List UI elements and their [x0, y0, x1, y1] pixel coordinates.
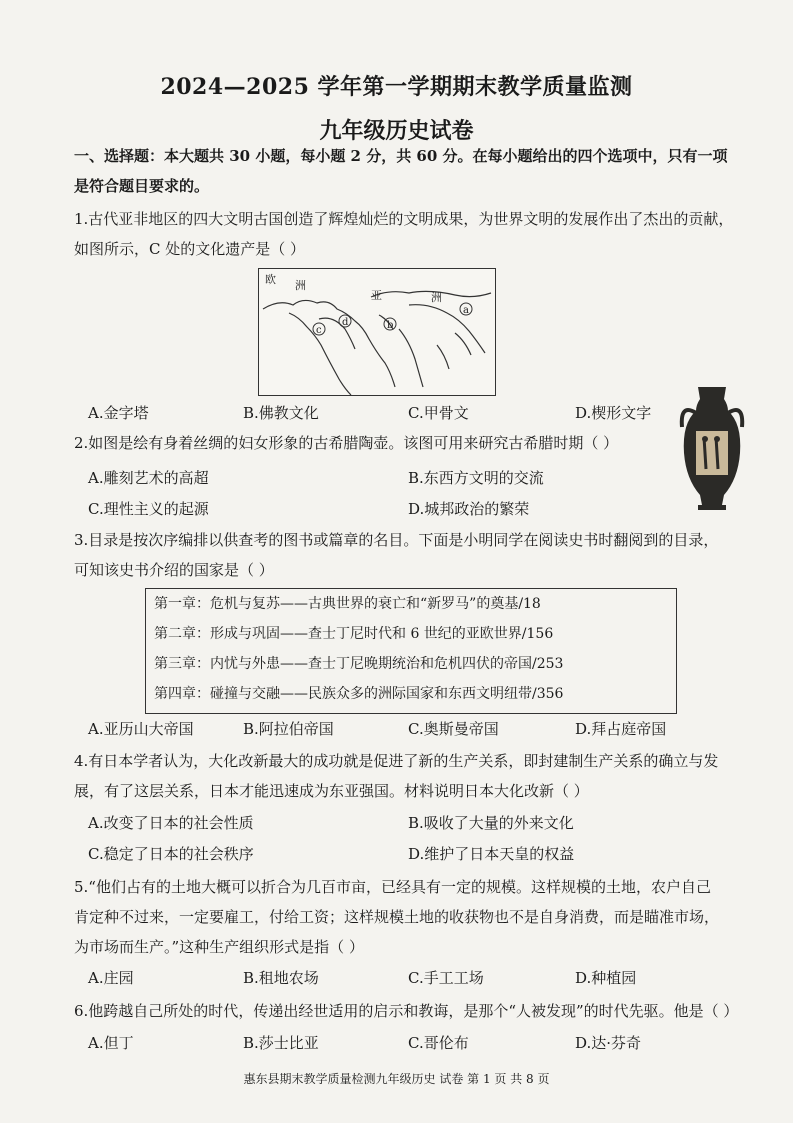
section-instructions-line1: 一、选择题：本大题共 30 小题，每小题 2 分，共 60 分。在每小题给出的四个选项中，只有一项 — [74, 147, 728, 165]
map-label-a: a — [463, 305, 469, 316]
question-2-option-a[interactable]: A.雕刻艺术的高超 — [88, 469, 209, 487]
map-label-europe-1: 欧 — [265, 273, 276, 286]
page-footer: 惠东县期末教学质量检测九年级历史 试卷 第 1 页 共 8 页 — [243, 1072, 550, 1086]
question-2-line1: 2.如图是绘有身着丝绸的妇女形象的古希腊陶壶。该图可用来研究古希腊时期（ ） — [74, 434, 619, 452]
question-6-option-c[interactable]: C.哥伦布 — [408, 1034, 469, 1052]
exam-title: 2024—2025 学年第一学期期末教学质量监测 — [160, 74, 633, 100]
question-3-line2: 可知该史书介绍的国家是（ ） — [74, 561, 274, 579]
question-5-line1: 5.“他们占有的土地大概可以折合为几百市亩，已经具有一定的规模。这样规模的土地，农户自己 — [74, 878, 711, 896]
question-1-option-b[interactable]: B.佛教文化 — [243, 404, 319, 422]
question-1-line2: 如图所示，C 处的文化遗产是（ ） — [74, 240, 306, 258]
question-4-line1: 4.有日本学者认为，大化改新最大的成功就是促进了新的生产关系，即封建制生产关系的确立与发 — [74, 752, 719, 770]
question-5-option-c[interactable]: C.手工工场 — [408, 969, 484, 987]
map-label-asia-2: 洲 — [431, 291, 442, 304]
question-4-option-d[interactable]: D.维护了日本天皇的权益 — [408, 845, 575, 863]
map-label-d: d — [342, 317, 349, 328]
section-instructions-line2: 是符合题目要求的。 — [74, 177, 210, 195]
toc-chapter-1: 第一章：危机与复苏——古典世界的衰亡和“新罗马”的奠基/18 — [154, 596, 541, 612]
question-5-option-b[interactable]: B.租地农场 — [243, 969, 319, 987]
map-label-b: b — [387, 320, 394, 331]
question-2-option-d[interactable]: D.城邦政治的繁荣 — [408, 500, 530, 518]
question-2-option-b[interactable]: B.东西方文明的交流 — [408, 469, 544, 487]
question-1-option-c[interactable]: C.甲骨文 — [408, 404, 469, 422]
question-3-option-c[interactable]: C.奥斯曼帝国 — [408, 720, 499, 738]
question-5-line3: 为市场而生产。”这种生产组织形式是指（ ） — [74, 938, 364, 956]
question-3-line1: 3.目录是按次序编排以供查考的图书或篇章的名目。下面是小明同学在阅读史书时翻阅到的目录， — [74, 531, 719, 549]
question-1-option-a[interactable]: A.金字塔 — [88, 404, 149, 422]
map-label-europe-2: 洲 — [295, 279, 306, 292]
table-of-contents-box — [145, 588, 677, 714]
question-6-option-b[interactable]: B.莎士比亚 — [243, 1034, 319, 1052]
question-1-option-d[interactable]: D.楔形文字 — [575, 404, 652, 422]
map-label-asia-1: 亚 — [371, 289, 382, 302]
question-3-option-d[interactable]: D.拜占庭帝国 — [575, 720, 667, 738]
map-drawing — [259, 269, 495, 395]
toc-chapter-3: 第三章：内忧与外患——查士丁尼晚期统治和危机四伏的帝国/253 — [154, 656, 564, 672]
question-6-option-d[interactable]: D.达·芬奇 — [575, 1034, 642, 1052]
question-1-line1: 1.古代亚非地区的四大文明古国创造了辉煌灿烂的文明成果，为世界文明的发展作出了杰出的贡献， — [74, 210, 734, 228]
question-5-line2: 肯定种不过来，一定要雇工，付给工资；这样规模土地的收获物也不是自身消费，而是瞄准市场， — [74, 908, 720, 926]
vase-drawing — [676, 383, 748, 511]
question-2-option-c[interactable]: C.理性主义的起源 — [88, 500, 209, 518]
toc-chapter-4: 第四章：碰撞与交融——民族众多的洲际国家和东西文明纽带/356 — [154, 686, 564, 702]
question-6-line1: 6.他跨越自己所处的时代，传递出经世适用的启示和教诲，是那个“人被发现”的时代先驱。他是（ ） — [74, 1002, 739, 1020]
question-5-option-d[interactable]: D.种植园 — [575, 969, 637, 987]
question-5-option-a[interactable]: A.庄园 — [88, 969, 134, 987]
question-3-option-b[interactable]: B.阿拉伯帝国 — [243, 720, 334, 738]
question-4-line2: 展，有了这层关系，日本才能迅速成为东亚强国。材料说明日本大化改新（ ） — [74, 782, 589, 800]
question-4-option-b[interactable]: B.吸收了大量的外来文化 — [408, 814, 574, 832]
toc-chapter-2: 第二章：形成与巩固——查士丁尼时代和 6 世纪的亚欧世界/156 — [154, 626, 554, 642]
exam-subtitle: 九年级历史试卷 — [319, 118, 474, 144]
question-4-option-a[interactable]: A.改变了日本的社会性质 — [88, 814, 254, 832]
question-6-option-a[interactable]: A.但丁 — [88, 1034, 134, 1052]
map-label-c: c — [316, 325, 322, 336]
greek-vase-image — [676, 383, 748, 511]
question-4-option-c[interactable]: C.稳定了日本的社会秩序 — [88, 845, 254, 863]
ancient-civilizations-map — [258, 268, 496, 396]
question-3-option-a[interactable]: A.亚历山大帝国 — [88, 720, 194, 738]
